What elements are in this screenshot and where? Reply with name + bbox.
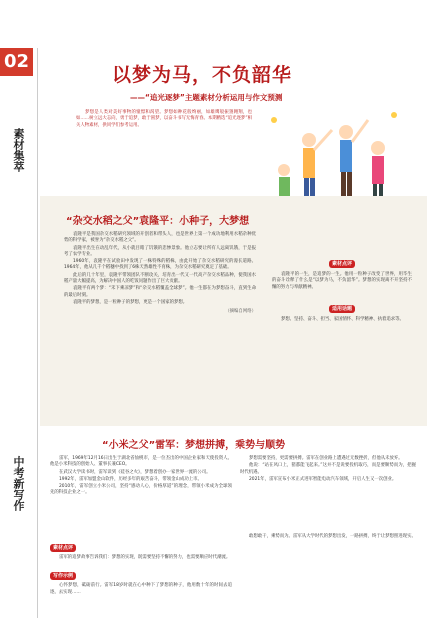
article2-example: 心怀梦想，砥砺前行。雷军18岁时就在心中种下了梦想的种子，他用数十年的时间去追逐、去实现…… (50, 583, 232, 595)
article1-paragraph: 此后的几十年里，袁隆平带领团队不断攻关，培育出一代又一代高产杂交水稻品种，使我国水稻产量大幅提高，为解决中国人的吃饭问题作出了巨大贡献。 (64, 272, 256, 285)
article1-paragraph: 袁隆平出生在动乱年代，从小就目睹了饥饿的悲惨景象。他立志要让所有人远离饥饿，于是报考了农学专业。 (64, 245, 256, 257)
article1-paragraph: 1960年，袁隆平在试验田中发现了一株特殊的稻株，由此开始了杂交水稻研究的漫长道路。1964年，他从几千个稻穗中找到了6株天然雄性不育株，为杂交水稻研究奠定了基础。 (64, 259, 256, 271)
intro-text: 梦想是人类对美好事物的憧憬和渴望。梦想如种花般绚丽，如雄鹰般振翅翱翔，也如……树立远大志向，勇于追梦，敢于圆梦，以奋斗书写无悔青春。本期精选“追光逐梦”相关人物素材，供同学们参考运用。 (76, 110, 252, 128)
article2-paragraph: 2010年，雷军创立小米公司，坚持“感动人心，价格厚道”的理念，带领小米成为全球领先的科技企业之一。 (50, 484, 232, 496)
article2-col2 (240, 456, 416, 484)
article2-col1 (50, 456, 232, 498)
article2-paragraph: 他说：“站在风口上，猪都能飞起来。”这并不是说要投机取巧，而是要顺势而为，把握时代机遇。 (240, 463, 416, 475)
article2-title: “小米之父”雷军：梦想拼搏，乘势与顺势 (102, 440, 286, 451)
article2-paragraph: 梦想需要坚持，更需要拼搏。雷军在创业路上遭遇过无数挫折，但他从未放弃。 (249, 456, 403, 461)
article1-paragraph: 袁隆平的梦想，是一粒种子的梦想，更是一个国家的梦想。 (73, 299, 188, 305)
side-label: 中考新写作 (12, 456, 25, 511)
article1-paragraph: 袁隆平是我国杂交水稻研究领域的开创者和带头人，也是世界上第一个成功地利用水稻杂种优势的科学家，被誉为“杂交水稻之父”。 (64, 232, 256, 244)
main-title: 以梦为马，不负韶华 (112, 64, 293, 86)
article1-source: （摘编自网络） (225, 309, 256, 315)
article2-paragraph: 1992年，雷军加盟金山软件，历经多年的艰苦奋斗，带领金山成功上市。 (59, 476, 202, 482)
article2-notes (50, 534, 232, 597)
article2-tag-2: 写作示例 (50, 572, 76, 580)
subtitle: ——“追光逐梦”主题素材分析运用与作文预测 (130, 93, 283, 102)
material-tag-2: 适用话题 (329, 305, 355, 313)
side-rule (37, 48, 38, 618)
material-text-1: 袁隆平的一生，是追梦的一生。他用一粒种子改变了世界，用毕生的奋斗诠释了什么是“以梦为马，不负韶华”。梦想的实现离不开坚持不懈的努力与奉献精神。 (272, 272, 412, 290)
article2-paragraph: 2021年，雷军宣布小米正式进军智能电动汽车领域，开启人生又一次创业。 (249, 476, 397, 482)
article2-example-2: 敢想敢干，乘势而为。雷军从大学时代的梦想出发，一路拼搏，终于让梦想照进现实。 (249, 534, 416, 539)
page-number-badge: 02 (0, 48, 33, 76)
material-column (272, 250, 412, 324)
article2-tag-1: 素材点评 (50, 544, 76, 552)
material-text-2: 梦想、坚持、奋斗、担当、家国情怀、科学精神、执着追求等。 (281, 316, 404, 322)
section-tag: 素材集萃 (12, 128, 25, 172)
article2-col2-example (240, 534, 416, 541)
article2-paragraph: 在武汉大学读书时，雷军读到《硅谷之火》，梦想着创办一家世界一流的公司。 (59, 469, 211, 475)
article1-body (64, 232, 256, 314)
article2-note: 雷军的追梦故事告诉我们：梦想的实现，既需要坚持不懈的努力，也需要顺应时代潮流。 (59, 555, 231, 560)
article1-title: “杂交水稻之父”袁隆平：小种子，大梦想 (66, 216, 250, 227)
article1-paragraph: 袁隆平有两个梦：“禾下乘凉梦”和“杂交水稻覆盖全球梦”。他一生都在为梦想奋斗，直到生命的最后时刻。 (64, 286, 256, 298)
material-tag-1: 素材点评 (329, 260, 355, 268)
article2-paragraph: 雷军，1969年12月16日出生于湖北省仙桃市，是一位杰出的中国企业家和天使投资人。他是小米科技的创始人、董事长兼CEO。 (50, 456, 232, 468)
